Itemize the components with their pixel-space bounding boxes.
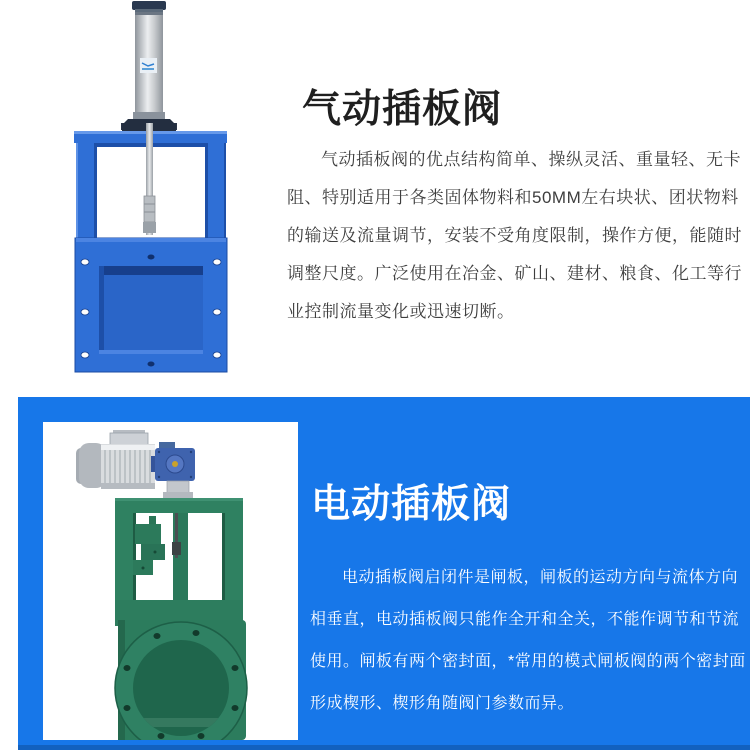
pneumatic-section-title: 气动插板阀 bbox=[302, 88, 503, 131]
electric-valve-photo bbox=[63, 430, 263, 740]
description-line: 电动插板阀启闭件是闸板，闸板的运动方向与流体方向 bbox=[342, 569, 739, 586]
description-line: 使用。闸板有两个密封面，*常用的模式闸板阀的两个密封面 bbox=[310, 653, 746, 670]
pneumatic-section-description bbox=[287, 141, 742, 331]
panel-bottom-shadow bbox=[18, 745, 750, 750]
description-line: 调整尺度。广泛使用在冶金、矿山、建材、粮食、化工等行 bbox=[287, 264, 742, 283]
pneumatic-valve-photo bbox=[52, 0, 272, 380]
description-line: 业控制流量变化或迅速切断。 bbox=[287, 302, 515, 321]
electric-section-panel bbox=[18, 397, 750, 750]
electric-section-title: 电动插板阀 bbox=[311, 483, 512, 526]
description-line: 气动插板阀的优点结构简单、操纵灵活、重量轻、无卡 bbox=[321, 150, 741, 169]
description-line: 相垂直，电动插板阀只能作全开和全关，不能作调节和节流 bbox=[310, 611, 740, 628]
electric-valve-illustration bbox=[63, 430, 263, 740]
description-line: 形成楔形、楔形角随阀门参数而异。 bbox=[310, 695, 575, 712]
description-line: 阻、特别适用于各类固体物料和50MM左右块状、团状物料 bbox=[287, 188, 739, 207]
pneumatic-valve-illustration bbox=[52, 0, 272, 380]
electric-section-description bbox=[310, 557, 746, 725]
description-line: 的输送及流量调节，安装不受角度限制，操作方便，能随时 bbox=[287, 226, 742, 245]
electric-valve-photo-frame bbox=[43, 422, 298, 740]
